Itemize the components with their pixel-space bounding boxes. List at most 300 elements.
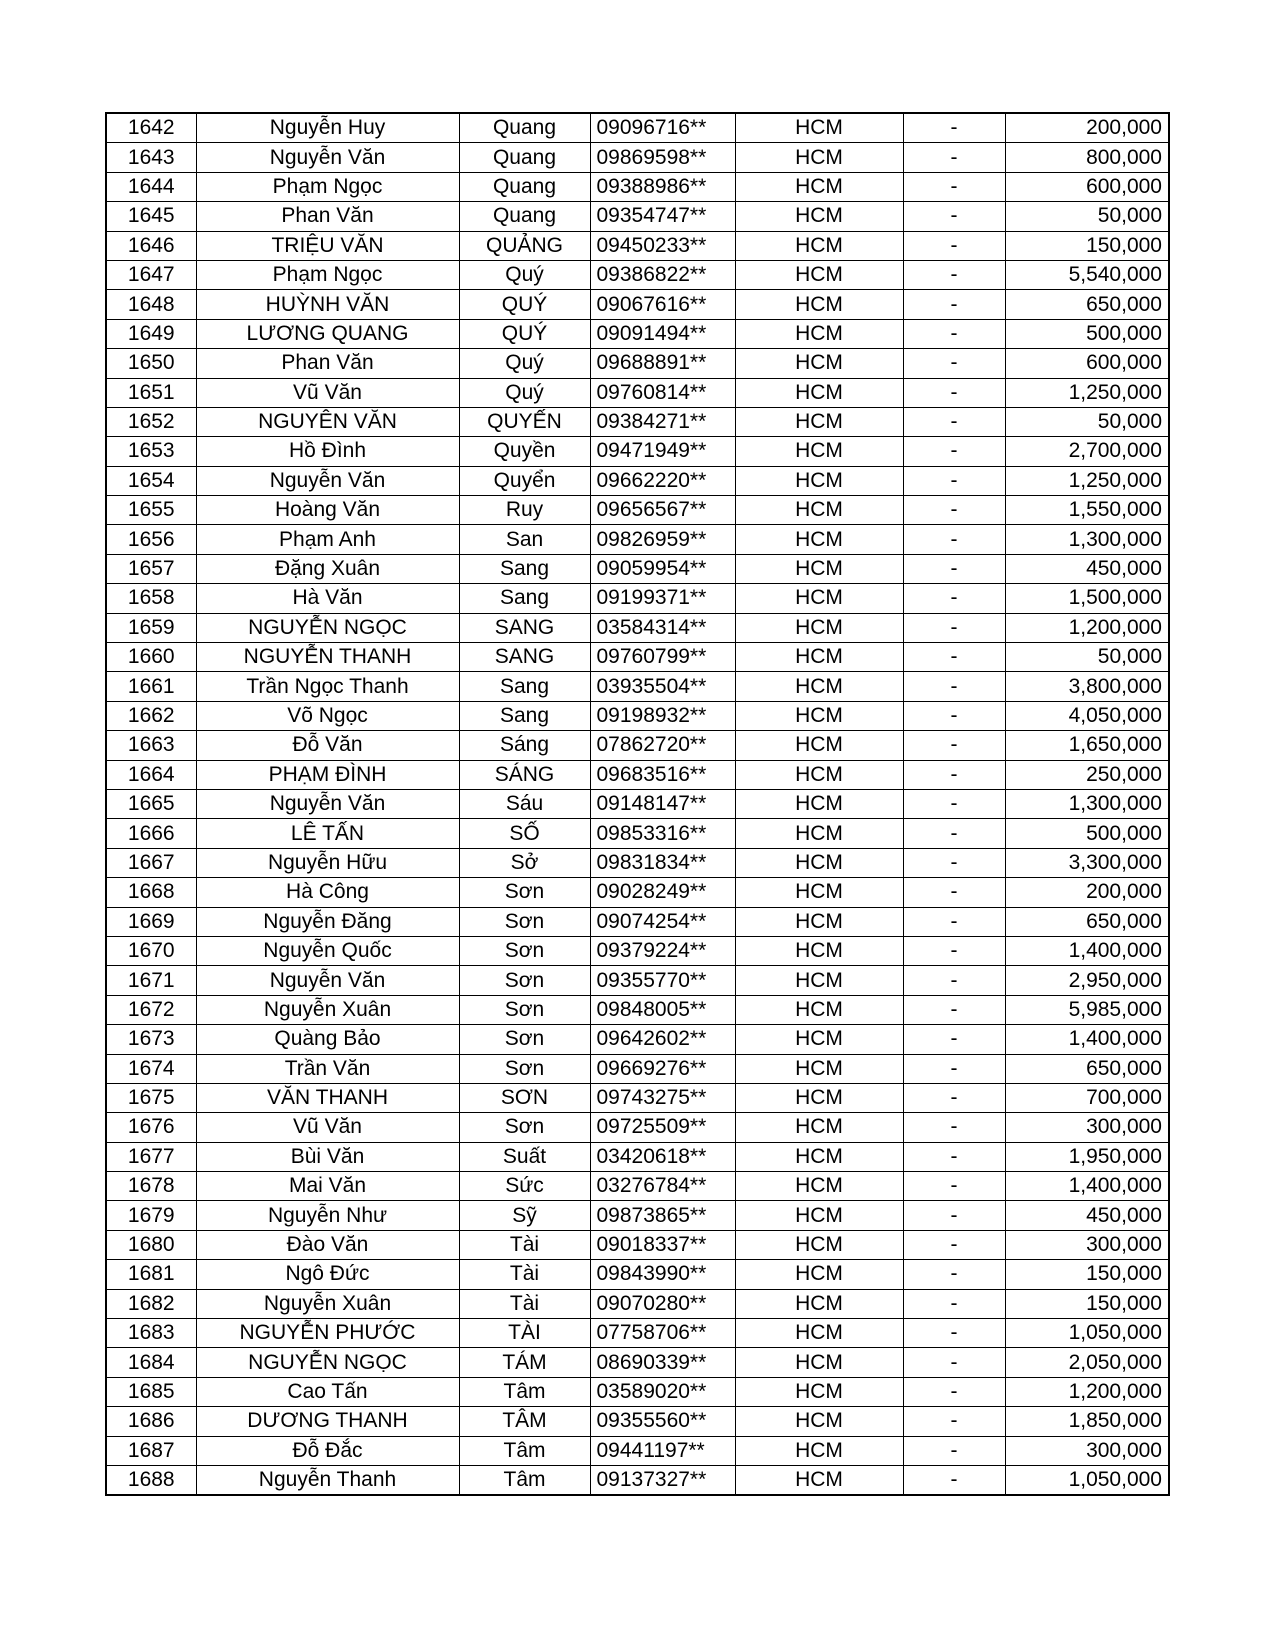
family-middle-name-cell: Ngô Đức bbox=[196, 1260, 459, 1289]
row-number-cell: 1680 bbox=[106, 1230, 196, 1259]
given-name-cell: Sang bbox=[459, 672, 590, 701]
row-number-cell: 1649 bbox=[106, 319, 196, 348]
amount-cell: 50,000 bbox=[1005, 643, 1169, 672]
amount-cell: 5,985,000 bbox=[1005, 995, 1169, 1024]
city-cell: HCM bbox=[735, 1407, 903, 1436]
row-number-cell: 1678 bbox=[106, 1172, 196, 1201]
placeholder-dash-cell: - bbox=[903, 1054, 1005, 1083]
table-row bbox=[106, 789, 1169, 818]
city-cell: HCM bbox=[735, 1319, 903, 1348]
given-name-cell: QUYẾN bbox=[459, 407, 590, 436]
donor-table bbox=[105, 112, 1170, 1496]
given-name-cell: Tâm bbox=[459, 1465, 590, 1495]
city-cell: HCM bbox=[735, 466, 903, 495]
given-name-cell: Quang bbox=[459, 143, 590, 172]
phone-number-cell: 09198932** bbox=[590, 701, 735, 730]
placeholder-dash-cell: - bbox=[903, 437, 1005, 466]
placeholder-dash-cell: - bbox=[903, 1083, 1005, 1112]
row-number-cell: 1675 bbox=[106, 1083, 196, 1112]
phone-number-cell: 09070280** bbox=[590, 1289, 735, 1318]
phone-number-cell: 09379224** bbox=[590, 936, 735, 965]
row-number-cell: 1669 bbox=[106, 907, 196, 936]
given-name-cell: Quang bbox=[459, 202, 590, 231]
amount-cell: 600,000 bbox=[1005, 172, 1169, 201]
family-middle-name-cell: Đỗ Văn bbox=[196, 731, 459, 760]
city-cell: HCM bbox=[735, 525, 903, 554]
city-cell: HCM bbox=[735, 1142, 903, 1171]
amount-cell: 50,000 bbox=[1005, 202, 1169, 231]
family-middle-name-cell: DƯƠNG THANH bbox=[196, 1407, 459, 1436]
city-cell: HCM bbox=[735, 1230, 903, 1259]
amount-cell: 1,650,000 bbox=[1005, 731, 1169, 760]
family-middle-name-cell: LÊ TẤN bbox=[196, 819, 459, 848]
table-row bbox=[106, 936, 1169, 965]
placeholder-dash-cell: - bbox=[903, 349, 1005, 378]
phone-number-cell: 03935504** bbox=[590, 672, 735, 701]
table-row bbox=[106, 290, 1169, 319]
family-middle-name-cell: Nguyễn Văn bbox=[196, 466, 459, 495]
phone-number-cell: 09388986** bbox=[590, 172, 735, 201]
table-row bbox=[106, 202, 1169, 231]
city-cell: HCM bbox=[735, 1436, 903, 1465]
family-middle-name-cell: LƯƠNG QUANG bbox=[196, 319, 459, 348]
placeholder-dash-cell: - bbox=[903, 1113, 1005, 1142]
phone-number-cell: 09354747** bbox=[590, 202, 735, 231]
amount-cell: 2,050,000 bbox=[1005, 1348, 1169, 1377]
family-middle-name-cell: Quàng Bảo bbox=[196, 1025, 459, 1054]
row-number-cell: 1688 bbox=[106, 1465, 196, 1495]
amount-cell: 1,950,000 bbox=[1005, 1142, 1169, 1171]
given-name-cell: Sang bbox=[459, 554, 590, 583]
family-middle-name-cell: TRIỆU VĂN bbox=[196, 231, 459, 260]
phone-number-cell: 09441197** bbox=[590, 1436, 735, 1465]
amount-cell: 1,550,000 bbox=[1005, 496, 1169, 525]
row-number-cell: 1654 bbox=[106, 466, 196, 495]
placeholder-dash-cell: - bbox=[903, 1319, 1005, 1348]
family-middle-name-cell: Trần Văn bbox=[196, 1054, 459, 1083]
family-middle-name-cell: NGUYỄN NGỌC bbox=[196, 613, 459, 642]
city-cell: HCM bbox=[735, 936, 903, 965]
table-row bbox=[106, 1377, 1169, 1406]
city-cell: HCM bbox=[735, 701, 903, 730]
given-name-cell: Suất bbox=[459, 1142, 590, 1171]
placeholder-dash-cell: - bbox=[903, 260, 1005, 289]
row-number-cell: 1681 bbox=[106, 1260, 196, 1289]
amount-cell: 5,540,000 bbox=[1005, 260, 1169, 289]
given-name-cell: SANG bbox=[459, 643, 590, 672]
family-middle-name-cell: Nguyễn Văn bbox=[196, 966, 459, 995]
row-number-cell: 1645 bbox=[106, 202, 196, 231]
phone-number-cell: 09137327** bbox=[590, 1465, 735, 1495]
given-name-cell: Sơn bbox=[459, 966, 590, 995]
city-cell: HCM bbox=[735, 1260, 903, 1289]
table-row bbox=[106, 1230, 1169, 1259]
table-row bbox=[106, 1407, 1169, 1436]
phone-number-cell: 07758706** bbox=[590, 1319, 735, 1348]
table-row bbox=[106, 966, 1169, 995]
amount-cell: 1,400,000 bbox=[1005, 1172, 1169, 1201]
family-middle-name-cell: NGUYÊN VĂN bbox=[196, 407, 459, 436]
given-name-cell: Quang bbox=[459, 113, 590, 143]
phone-number-cell: 09148147** bbox=[590, 789, 735, 818]
city-cell: HCM bbox=[735, 789, 903, 818]
table-row bbox=[106, 878, 1169, 907]
row-number-cell: 1643 bbox=[106, 143, 196, 172]
phone-number-cell: 09028249** bbox=[590, 878, 735, 907]
given-name-cell: Sáng bbox=[459, 731, 590, 760]
table-row bbox=[106, 1319, 1169, 1348]
family-middle-name-cell: Đào Văn bbox=[196, 1230, 459, 1259]
placeholder-dash-cell: - bbox=[903, 878, 1005, 907]
phone-number-cell: 09384271** bbox=[590, 407, 735, 436]
placeholder-dash-cell: - bbox=[903, 966, 1005, 995]
phone-number-cell: 09760814** bbox=[590, 378, 735, 407]
family-middle-name-cell: Phạm Anh bbox=[196, 525, 459, 554]
placeholder-dash-cell: - bbox=[903, 496, 1005, 525]
family-middle-name-cell: Mai Văn bbox=[196, 1172, 459, 1201]
placeholder-dash-cell: - bbox=[903, 1289, 1005, 1318]
row-number-cell: 1671 bbox=[106, 966, 196, 995]
phone-number-cell: 09018337** bbox=[590, 1230, 735, 1259]
phone-number-cell: 09873865** bbox=[590, 1201, 735, 1230]
city-cell: HCM bbox=[735, 143, 903, 172]
given-name-cell: Tài bbox=[459, 1230, 590, 1259]
city-cell: HCM bbox=[735, 995, 903, 1024]
phone-number-cell: 09199371** bbox=[590, 584, 735, 613]
table-row bbox=[106, 496, 1169, 525]
city-cell: HCM bbox=[735, 907, 903, 936]
city-cell: HCM bbox=[735, 878, 903, 907]
given-name-cell: Quý bbox=[459, 378, 590, 407]
row-number-cell: 1660 bbox=[106, 643, 196, 672]
amount-cell: 3,800,000 bbox=[1005, 672, 1169, 701]
given-name-cell: Sáu bbox=[459, 789, 590, 818]
placeholder-dash-cell: - bbox=[903, 760, 1005, 789]
row-number-cell: 1674 bbox=[106, 1054, 196, 1083]
family-middle-name-cell: Hồ Đình bbox=[196, 437, 459, 466]
city-cell: HCM bbox=[735, 760, 903, 789]
table-row bbox=[106, 907, 1169, 936]
row-number-cell: 1686 bbox=[106, 1407, 196, 1436]
placeholder-dash-cell: - bbox=[903, 584, 1005, 613]
given-name-cell: Ruy bbox=[459, 496, 590, 525]
city-cell: HCM bbox=[735, 643, 903, 672]
phone-number-cell: 09656567** bbox=[590, 496, 735, 525]
amount-cell: 4,050,000 bbox=[1005, 701, 1169, 730]
table-row bbox=[106, 319, 1169, 348]
phone-number-cell: 09831834** bbox=[590, 848, 735, 877]
placeholder-dash-cell: - bbox=[903, 789, 1005, 818]
placeholder-dash-cell: - bbox=[903, 1465, 1005, 1495]
table-row bbox=[106, 1083, 1169, 1112]
city-cell: HCM bbox=[735, 731, 903, 760]
given-name-cell: Sức bbox=[459, 1172, 590, 1201]
table-row bbox=[106, 819, 1169, 848]
row-number-cell: 1657 bbox=[106, 554, 196, 583]
given-name-cell: Sơn bbox=[459, 1025, 590, 1054]
row-number-cell: 1665 bbox=[106, 789, 196, 818]
city-cell: HCM bbox=[735, 1465, 903, 1495]
given-name-cell: Quang bbox=[459, 172, 590, 201]
placeholder-dash-cell: - bbox=[903, 848, 1005, 877]
row-number-cell: 1673 bbox=[106, 1025, 196, 1054]
table-row bbox=[106, 613, 1169, 642]
row-number-cell: 1667 bbox=[106, 848, 196, 877]
table-row bbox=[106, 1260, 1169, 1289]
amount-cell: 300,000 bbox=[1005, 1436, 1169, 1465]
given-name-cell: Sơn bbox=[459, 1113, 590, 1142]
table-body bbox=[106, 113, 1169, 1495]
given-name-cell: TÀI bbox=[459, 1319, 590, 1348]
placeholder-dash-cell: - bbox=[903, 643, 1005, 672]
phone-number-cell: 07862720** bbox=[590, 731, 735, 760]
phone-number-cell: 09869598** bbox=[590, 143, 735, 172]
family-middle-name-cell: Phan Văn bbox=[196, 202, 459, 231]
amount-cell: 500,000 bbox=[1005, 819, 1169, 848]
amount-cell: 1,300,000 bbox=[1005, 789, 1169, 818]
phone-number-cell: 09853316** bbox=[590, 819, 735, 848]
table-row bbox=[106, 760, 1169, 789]
amount-cell: 1,400,000 bbox=[1005, 936, 1169, 965]
amount-cell: 650,000 bbox=[1005, 1054, 1169, 1083]
amount-cell: 1,050,000 bbox=[1005, 1319, 1169, 1348]
table-row bbox=[106, 995, 1169, 1024]
placeholder-dash-cell: - bbox=[903, 995, 1005, 1024]
phone-number-cell: 09843990** bbox=[590, 1260, 735, 1289]
table-row bbox=[106, 1172, 1169, 1201]
placeholder-dash-cell: - bbox=[903, 1142, 1005, 1171]
given-name-cell: Sơn bbox=[459, 878, 590, 907]
family-middle-name-cell: Nguyễn Văn bbox=[196, 143, 459, 172]
table-row bbox=[106, 378, 1169, 407]
table-row bbox=[106, 1113, 1169, 1142]
row-number-cell: 1655 bbox=[106, 496, 196, 525]
placeholder-dash-cell: - bbox=[903, 466, 1005, 495]
amount-cell: 500,000 bbox=[1005, 319, 1169, 348]
family-middle-name-cell: Trần Ngọc Thanh bbox=[196, 672, 459, 701]
placeholder-dash-cell: - bbox=[903, 143, 1005, 172]
family-middle-name-cell: Hà Văn bbox=[196, 584, 459, 613]
table-row bbox=[106, 731, 1169, 760]
city-cell: HCM bbox=[735, 231, 903, 260]
placeholder-dash-cell: - bbox=[903, 407, 1005, 436]
family-middle-name-cell: Bùi Văn bbox=[196, 1142, 459, 1171]
phone-number-cell: 08690339** bbox=[590, 1348, 735, 1377]
row-number-cell: 1687 bbox=[106, 1436, 196, 1465]
city-cell: HCM bbox=[735, 966, 903, 995]
amount-cell: 450,000 bbox=[1005, 1201, 1169, 1230]
table-row bbox=[106, 231, 1169, 260]
amount-cell: 3,300,000 bbox=[1005, 848, 1169, 877]
family-middle-name-cell: Nguyễn Quốc bbox=[196, 936, 459, 965]
placeholder-dash-cell: - bbox=[903, 113, 1005, 143]
city-cell: HCM bbox=[735, 290, 903, 319]
family-middle-name-cell: Hoàng Văn bbox=[196, 496, 459, 525]
family-middle-name-cell: Phạm Ngọc bbox=[196, 172, 459, 201]
given-name-cell: QUÝ bbox=[459, 319, 590, 348]
placeholder-dash-cell: - bbox=[903, 613, 1005, 642]
given-name-cell: Quyển bbox=[459, 466, 590, 495]
row-number-cell: 1661 bbox=[106, 672, 196, 701]
amount-cell: 250,000 bbox=[1005, 760, 1169, 789]
placeholder-dash-cell: - bbox=[903, 378, 1005, 407]
given-name-cell: Sỹ bbox=[459, 1201, 590, 1230]
city-cell: HCM bbox=[735, 407, 903, 436]
given-name-cell: SANG bbox=[459, 613, 590, 642]
family-middle-name-cell: Vũ Văn bbox=[196, 1113, 459, 1142]
row-number-cell: 1676 bbox=[106, 1113, 196, 1142]
table-row bbox=[106, 407, 1169, 436]
placeholder-dash-cell: - bbox=[903, 701, 1005, 730]
placeholder-dash-cell: - bbox=[903, 290, 1005, 319]
city-cell: HCM bbox=[735, 1172, 903, 1201]
city-cell: HCM bbox=[735, 437, 903, 466]
city-cell: HCM bbox=[735, 672, 903, 701]
city-cell: HCM bbox=[735, 848, 903, 877]
table-row bbox=[106, 643, 1169, 672]
given-name-cell: Tâm bbox=[459, 1377, 590, 1406]
row-number-cell: 1656 bbox=[106, 525, 196, 554]
row-number-cell: 1648 bbox=[106, 290, 196, 319]
row-number-cell: 1659 bbox=[106, 613, 196, 642]
table-row bbox=[106, 437, 1169, 466]
phone-number-cell: 09688891** bbox=[590, 349, 735, 378]
phone-number-cell: 09059954** bbox=[590, 554, 735, 583]
row-number-cell: 1658 bbox=[106, 584, 196, 613]
amount-cell: 1,300,000 bbox=[1005, 525, 1169, 554]
phone-number-cell: 09669276** bbox=[590, 1054, 735, 1083]
city-cell: HCM bbox=[735, 202, 903, 231]
table-row bbox=[106, 349, 1169, 378]
given-name-cell: Sang bbox=[459, 584, 590, 613]
city-cell: HCM bbox=[735, 1348, 903, 1377]
placeholder-dash-cell: - bbox=[903, 1377, 1005, 1406]
row-number-cell: 1670 bbox=[106, 936, 196, 965]
family-middle-name-cell: HUỲNH VĂN bbox=[196, 290, 459, 319]
family-middle-name-cell: Đỗ Đắc bbox=[196, 1436, 459, 1465]
table-row bbox=[106, 1201, 1169, 1230]
given-name-cell: San bbox=[459, 525, 590, 554]
amount-cell: 150,000 bbox=[1005, 231, 1169, 260]
placeholder-dash-cell: - bbox=[903, 172, 1005, 201]
amount-cell: 450,000 bbox=[1005, 554, 1169, 583]
family-middle-name-cell: Phan Văn bbox=[196, 349, 459, 378]
row-number-cell: 1683 bbox=[106, 1319, 196, 1348]
amount-cell: 600,000 bbox=[1005, 349, 1169, 378]
family-middle-name-cell: Nguyễn Thanh bbox=[196, 1465, 459, 1495]
city-cell: HCM bbox=[735, 319, 903, 348]
placeholder-dash-cell: - bbox=[903, 907, 1005, 936]
family-middle-name-cell: VĂN THANH bbox=[196, 1083, 459, 1112]
phone-number-cell: 09067616** bbox=[590, 290, 735, 319]
family-middle-name-cell: Nguyễn Xuân bbox=[196, 995, 459, 1024]
phone-number-cell: 09386822** bbox=[590, 260, 735, 289]
family-middle-name-cell: Nguyễn Như bbox=[196, 1201, 459, 1230]
city-cell: HCM bbox=[735, 1054, 903, 1083]
amount-cell: 1,250,000 bbox=[1005, 466, 1169, 495]
table-row bbox=[106, 848, 1169, 877]
family-middle-name-cell: NGUYỄN THANH bbox=[196, 643, 459, 672]
family-middle-name-cell: Nguyễn Đăng bbox=[196, 907, 459, 936]
city-cell: HCM bbox=[735, 819, 903, 848]
placeholder-dash-cell: - bbox=[903, 319, 1005, 348]
phone-number-cell: 09662220** bbox=[590, 466, 735, 495]
amount-cell: 50,000 bbox=[1005, 407, 1169, 436]
amount-cell: 1,200,000 bbox=[1005, 1377, 1169, 1406]
given-name-cell: Quý bbox=[459, 260, 590, 289]
phone-number-cell: 09471949** bbox=[590, 437, 735, 466]
amount-cell: 650,000 bbox=[1005, 907, 1169, 936]
table-row bbox=[106, 172, 1169, 201]
given-name-cell: QUÝ bbox=[459, 290, 590, 319]
city-cell: HCM bbox=[735, 378, 903, 407]
row-number-cell: 1679 bbox=[106, 1201, 196, 1230]
table-row bbox=[106, 260, 1169, 289]
placeholder-dash-cell: - bbox=[903, 1172, 1005, 1201]
row-number-cell: 1666 bbox=[106, 819, 196, 848]
amount-cell: 650,000 bbox=[1005, 290, 1169, 319]
city-cell: HCM bbox=[735, 496, 903, 525]
table-row bbox=[106, 1054, 1169, 1083]
amount-cell: 2,700,000 bbox=[1005, 437, 1169, 466]
phone-number-cell: 09450233** bbox=[590, 231, 735, 260]
placeholder-dash-cell: - bbox=[903, 202, 1005, 231]
family-middle-name-cell: Vũ Văn bbox=[196, 378, 459, 407]
amount-cell: 200,000 bbox=[1005, 878, 1169, 907]
row-number-cell: 1646 bbox=[106, 231, 196, 260]
family-middle-name-cell: NGUYỄN PHƯỚC bbox=[196, 1319, 459, 1348]
table-row bbox=[106, 1465, 1169, 1495]
amount-cell: 300,000 bbox=[1005, 1113, 1169, 1142]
family-middle-name-cell: Nguyễn Huy bbox=[196, 113, 459, 143]
family-middle-name-cell: NGUYỄN NGỌC bbox=[196, 1348, 459, 1377]
table-row bbox=[106, 1142, 1169, 1171]
row-number-cell: 1647 bbox=[106, 260, 196, 289]
placeholder-dash-cell: - bbox=[903, 1348, 1005, 1377]
phone-number-cell: 09355770** bbox=[590, 966, 735, 995]
table-row bbox=[106, 1025, 1169, 1054]
row-number-cell: 1644 bbox=[106, 172, 196, 201]
given-name-cell: SÁNG bbox=[459, 760, 590, 789]
row-number-cell: 1668 bbox=[106, 878, 196, 907]
amount-cell: 1,850,000 bbox=[1005, 1407, 1169, 1436]
placeholder-dash-cell: - bbox=[903, 1025, 1005, 1054]
family-middle-name-cell: Cao Tấn bbox=[196, 1377, 459, 1406]
row-number-cell: 1662 bbox=[106, 701, 196, 730]
placeholder-dash-cell: - bbox=[903, 1436, 1005, 1465]
amount-cell: 1,050,000 bbox=[1005, 1465, 1169, 1495]
city-cell: HCM bbox=[735, 554, 903, 583]
row-number-cell: 1684 bbox=[106, 1348, 196, 1377]
placeholder-dash-cell: - bbox=[903, 231, 1005, 260]
city-cell: HCM bbox=[735, 113, 903, 143]
placeholder-dash-cell: - bbox=[903, 731, 1005, 760]
city-cell: HCM bbox=[735, 1025, 903, 1054]
given-name-cell: Sang bbox=[459, 701, 590, 730]
placeholder-dash-cell: - bbox=[903, 672, 1005, 701]
row-number-cell: 1677 bbox=[106, 1142, 196, 1171]
table-row bbox=[106, 1436, 1169, 1465]
row-number-cell: 1642 bbox=[106, 113, 196, 143]
phone-number-cell: 09743275** bbox=[590, 1083, 735, 1112]
given-name-cell: QUẢNG bbox=[459, 231, 590, 260]
family-middle-name-cell: Nguyễn Văn bbox=[196, 789, 459, 818]
given-name-cell: Tâm bbox=[459, 1436, 590, 1465]
row-number-cell: 1653 bbox=[106, 437, 196, 466]
city-cell: HCM bbox=[735, 613, 903, 642]
given-name-cell: Sơn bbox=[459, 907, 590, 936]
row-number-cell: 1663 bbox=[106, 731, 196, 760]
